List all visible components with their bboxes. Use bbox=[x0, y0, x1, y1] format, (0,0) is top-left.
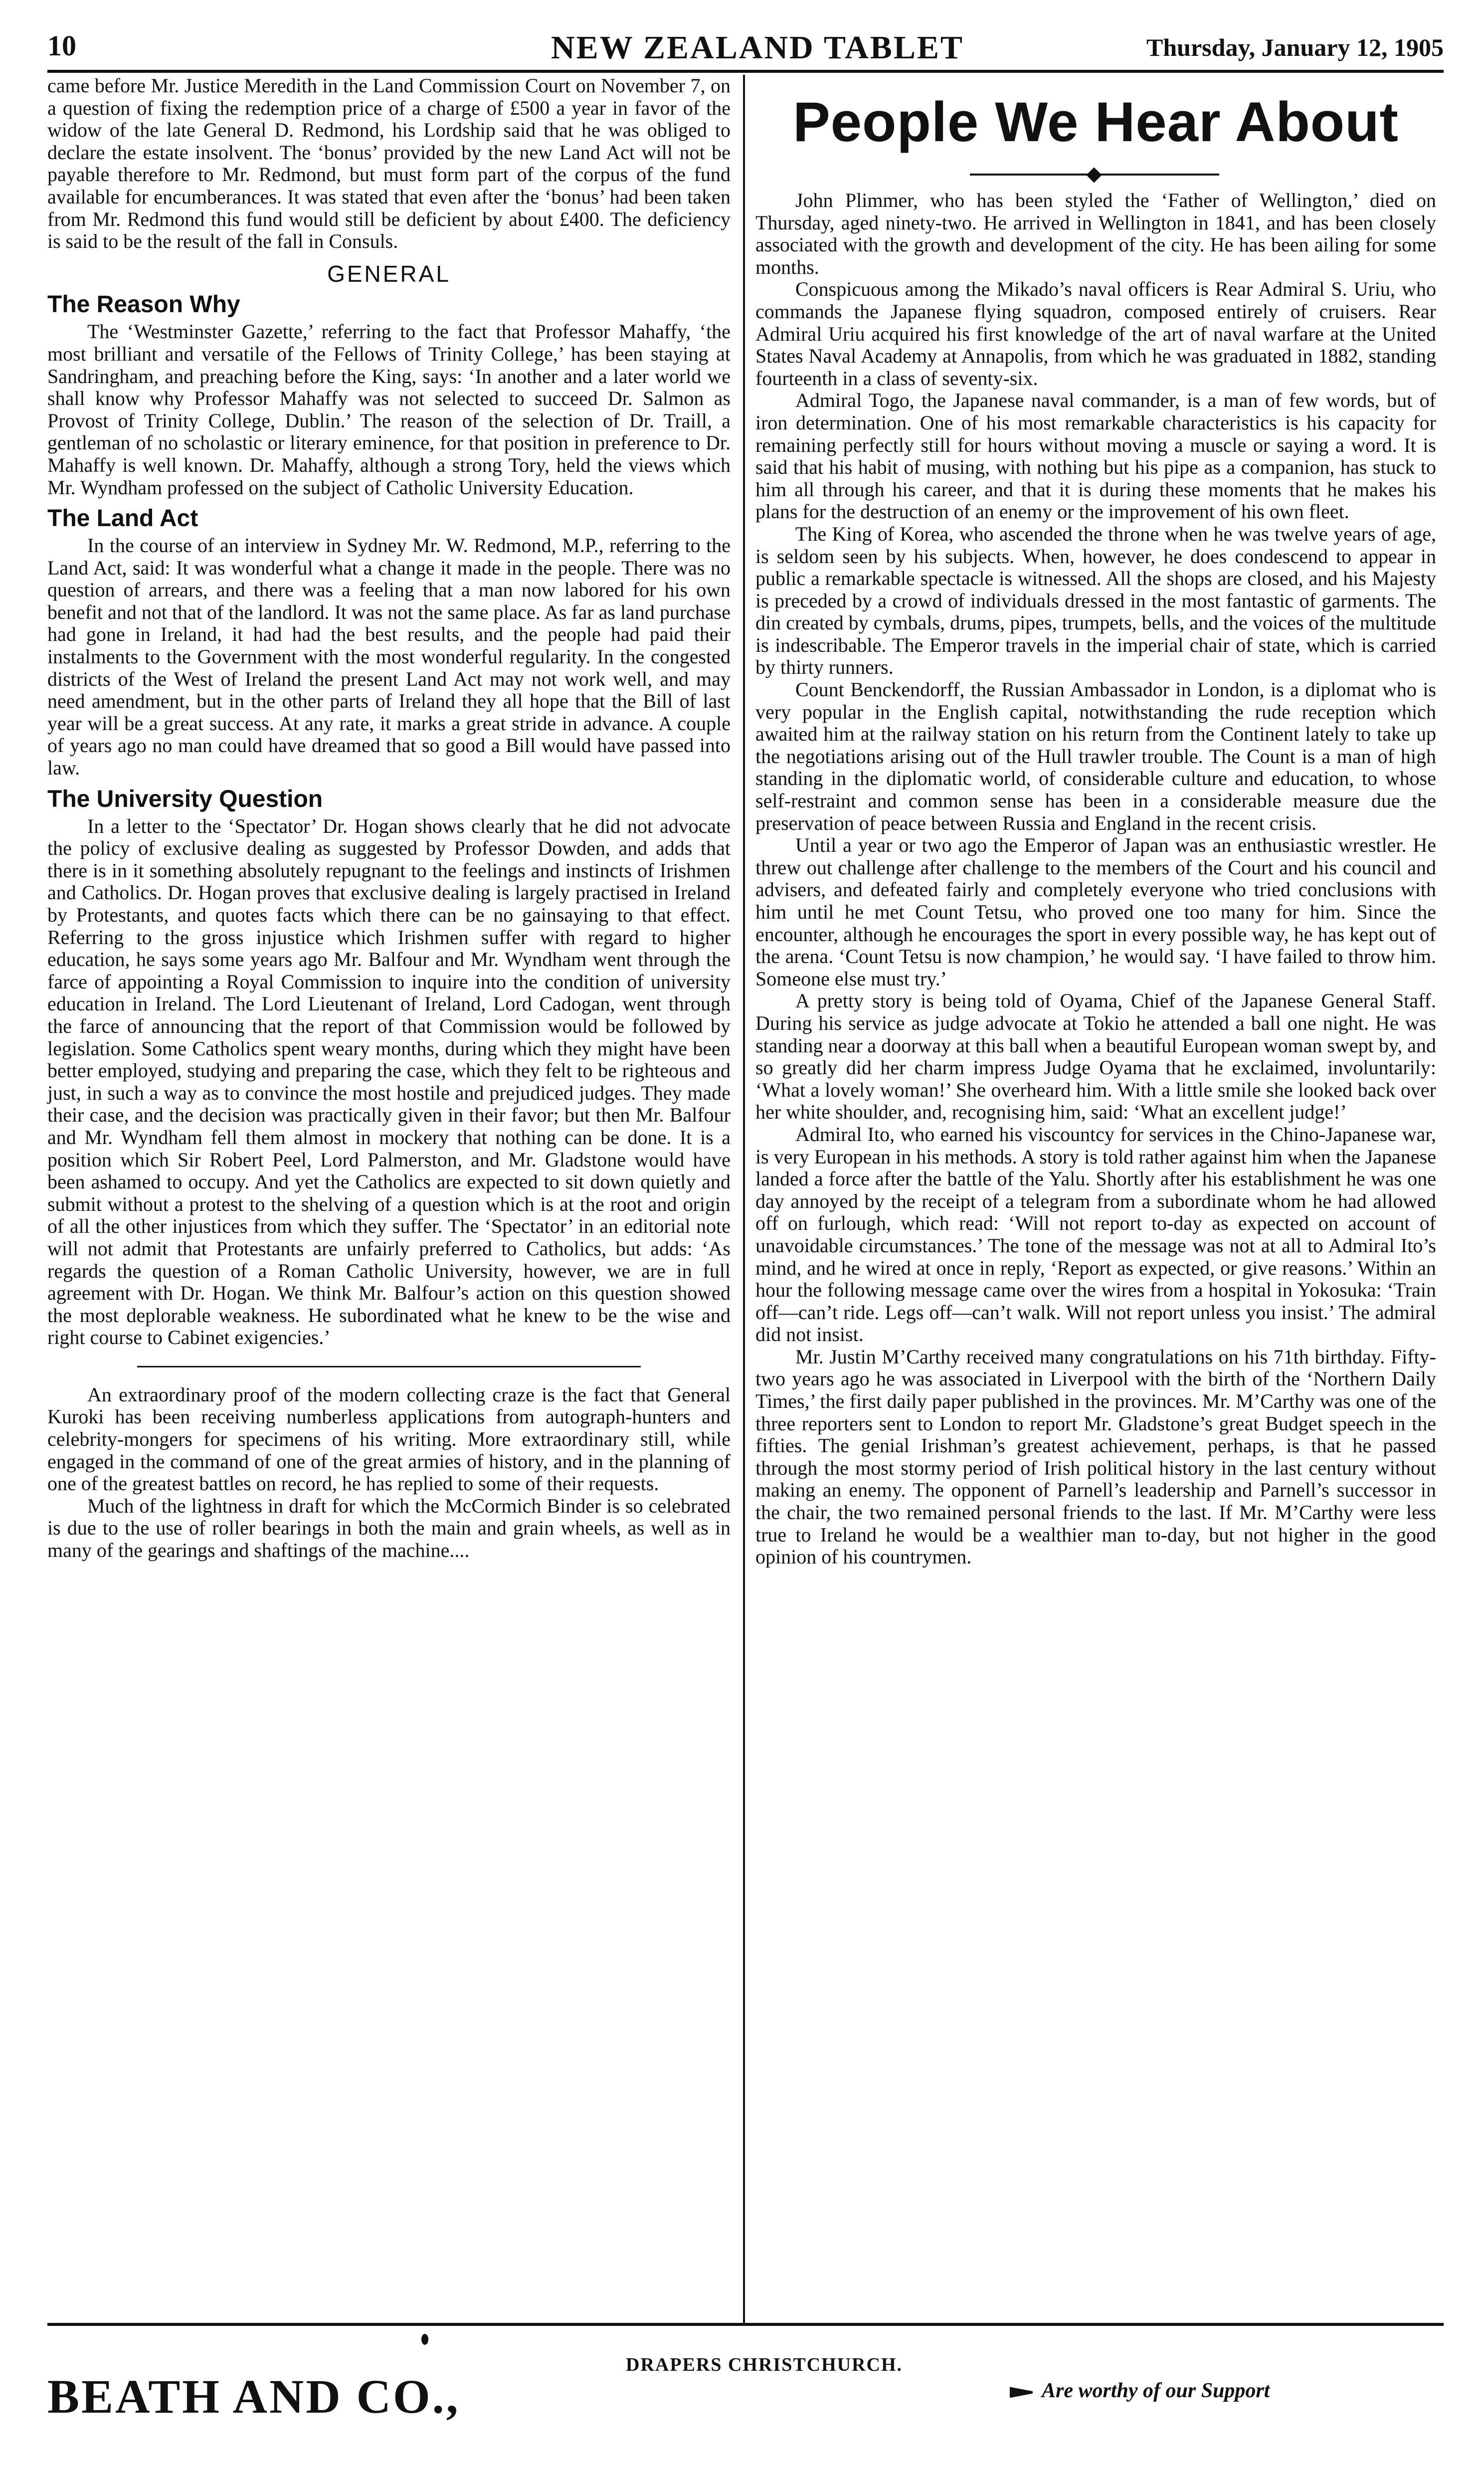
article-paragraph: Admiral Ito, who earned his viscountcy for services in the Chino-Japanese war, is very European in his methods. A story is told rather against him when the Japanese landed a force after the battle of the Yalu. Shortly after his establishment he was one day annoyed by the receipt of a telegram from a subordinate whom he had allowed off on furlough, which read: ‘Will not report to-day as expected on account of unavoidable circumstances.’ The tone of the message was not at all to Admiral Ito’s mind, and he wired at once in reply, ‘Report as expected, or give reasons.’ Within an hour the following message came over the wires from a hospital in Yokosuka: ‘Train off—can’t ride. Legs off—can’t walk. Will not report unless you insist.’ The admiral did not insist. bbox=[755, 1123, 1436, 1346]
section-separator bbox=[47, 1349, 731, 1384]
article-paragraph: The King of Korea, who ascended the throne when he was twelve years of age, is seldom seen by his subjects. When, however, he does condescend to appear in public a remarkable spectacle is witnessed. All the shops are closed, and his Majesty is preceded by a crowd of individuals dressed in the most fantastic of garments. The din created by cymbals, drums, pipes, trumpets, bells, and the voices of the multitude is indescribable. The Emperor travels in the imperial chair of state, which is carried by thirty runners. bbox=[755, 522, 1436, 679]
article-paragraph: came before Mr. Justice Meredith in the Land Commission Court on November 7, on a question of fixing the redemption price of a charge of £500 a year in favor of the widow of the late General D. Redmond, his Lordship said that he was obliged to declare the estate insolvent. The ‘bonus’ provided by the new Land Act will not be payable therefore to Mr. Redmond, but must form part of the corpus of the fund available for encumberances. It was stated that even after the ‘bonus’ had been taken from Mr. Redmond this fund would still be deficient by about £400. The deficiency is said to be the result of the fall in Consuls. bbox=[47, 74, 731, 253]
advertiser-name: BEATH AND CO., bbox=[47, 2370, 460, 2423]
column-title: People We Hear About bbox=[793, 91, 1399, 153]
advertiser-slogan-wrap bbox=[1010, 2379, 1270, 2403]
article-paragraph: Mr. Justin M’Carthy received many congratulations on his 71th birthday. Fifty-two years ago he was associated in Liverpool with the birth of the ‘Northern Daily Times,’ the first daily paper published in the provinces. Mr. M’Carthy was one of the three reporters sent to London to report Mr. Gladstone’s great Budget speech in the fifties. The genial Irishman’s greatest achievement, perhaps, is that he passed through the most stormy period of Irish political history in the last century without making an enemy. The opponent of Parnell’s leadership and Parnell’s successor in the chair, the two remained personal friends to the last. If Mr. M’Carthy were less true to Ireland he would be a wealthier man to-day, but not higher in the good opinion of his countrymen. bbox=[755, 1345, 1436, 1568]
article-heading-reason-why: The Reason Why bbox=[47, 291, 240, 318]
article-paragraph: In the course of an interview in Sydney Mr. W. Redmond, M.P., referring to the Land Act, said: It was wonderful what a change it made in the people. There was no question of arrears, and there was a feeling that a man now labored for his own benefit and not that of the landlord. It was not the same place. As far as land purchase had gone in Ireland, it had had the best results, and the people had paid their instalments to the Government with the most wonderful regularity. In the congested districts of the West of Ireland the present Land Act may not work well, and may need amendment, but in the other parts of Ireland they all hope that the Bill of last year will be a great success. At any rate, it marks a great stride in advance. A couple of years ago no man could have dreamed that so good a Bill would have passed into law. bbox=[47, 534, 731, 779]
article-paragraph: Until a year or two ago the Emperor of Japan was an enthusiastic wrestler. He threw out challenge after challenge to the members of the Court and his council and advisers, and defeated fairly and completely everyone who tried conclusions with him until he met Count Tetsu, who proved one too many for him. Since the encounter, although he encourages the sport in every possible way, he has kept out of the arena. ‘Count Tetsu is now champion,’ he would say. ‘I have failed to throw him. Someone else must try.’ bbox=[755, 834, 1436, 990]
page-header bbox=[47, 29, 1444, 71]
page-number: 10 bbox=[47, 29, 76, 62]
article-paragraph: An extraordinary proof of the modern collecting craze is the fact that General Kuroki has been receiving numberless applications from autograph-hunters and celebrity-mongers for specimens of his writing. More extraordinary still, while engaged in the command of one of the great armies of history, and in the planning of one of the greatest battles on record, he has replied to some of their requests. bbox=[47, 1383, 731, 1495]
article-paragraph: In a letter to the ‘Spectator’ Dr. Hogan shows clearly that he did not advocate the policy of exclusive dealing as suggested by Professor Dowden, and adds that there is in it something absolutely repugnant to the feelings and instincts of Irishmen and Catholics. Dr. Hogan proves that exclusive dealing is largely practised in Ireland by Protestants, and quotes facts which there can be no gainsaying to that effect. Referring to the gross injustice which Irishmen suffer with regard to higher education, he says some years ago Mr. Balfour and Mr. Wyndham went through the farce of appointing a Royal Commission to inquire into the condition of university education in Ireland. The Lord Lieutenant of Ireland, Lord Cadogan, went through the farce of announcing that the report of that Commission would be followed by legislation. Some Catholics spent weary months, during which they might have been better employed, studying and preparing the case, which they felt to be righteous and just, in such a way as to convince the most hostile and prejudiced judges. They made their case, and the decision was practically given in their favor; but then Mr. Balfour and Mr. Wyndham fell them almost in mockery that nothing can be done. It is a position which Sir Robert Peel, Lord Palmerston, and Mr. Gladstone would have been ashamed to occupy. And yet the Catholics are expected to sit down quietly and submit without a protest to the shelving of a question which is at the root and origin of all the other injustices from which they suffer. The ‘Spectator’ in an editorial note will not admit that Protestants are unfairly preferred to Catholics, but adds: ‘As regards the question of a Roman Catholic University, however, we are in full agreement with Dr. Hogan. We think Mr. Balfour’s action on this question showed the most deplorable weakness. He subordinated what he knew to be the wise and right course to Cabinet exigencies.’ bbox=[47, 814, 731, 1349]
article-paragraph: Conspicuous among the Mikado’s naval officers is Rear Admiral S. Uriu, who commands the Japanese flying squadron, composed entirely of cruisers. Rear Admiral Uriu acquired his first knowledge of the art of naval warfare at the United States Naval Academy at Annapolis, from which he was graduated in 1882, standing fourteenth in a class of seventy-six. bbox=[755, 278, 1436, 389]
article-heading-university-question: The University Question bbox=[47, 785, 323, 812]
article-paragraph: The ‘Westminster Gazette,’ referring to the fact that Professor Mahaffy, ‘the most brilliant and versatile of the Fellows of Trinity College,’ has been staying at Sandringham, and preaching before the King, says: ‘In another and a later world we shall know why Professor Mahaffy was not selected to succeed Dr. Salmon as Provost of Trinity College, Dublin.’ The reason of the selection of Dr. Traill, a gentleman of no scholastic or literary eminence, for that position in preference to Dr. Mahaffy is well known. Dr. Mahaffy, although a strong Tory, held the views which Mr. Wyndham professed on the subject of Catholic University Education. bbox=[47, 320, 731, 499]
header-rule bbox=[47, 70, 1444, 73]
advertiser-slogan: Are worthy of our Support bbox=[1042, 2379, 1270, 2402]
article-paragraph: A pretty story is being told of Oyama, Chief of the Japanese General Staff. During his service as judge advocate at Tokio he attended a ball one night. He was standing near a doorway at this ball when a beautiful European woman swept by, and so greatly did her charm impress Judge Oyama that he exclaimed, involuntarily: ‘What a lovely woman!’ She overheard him. With a little smile she looked back over her white shoulder, and, recognising him, said: ‘What an excellent judge!’ bbox=[755, 989, 1436, 1124]
article-heading-land-act: The Land Act bbox=[47, 505, 198, 532]
advertiser-trade: DRAPERS CHRISTCHURCH. bbox=[626, 2354, 903, 2375]
ornament-dot bbox=[421, 2334, 428, 2345]
section-heading-general: GENERAL bbox=[327, 260, 451, 287]
title-ornament bbox=[755, 160, 1436, 190]
pointing-hand-icon bbox=[1010, 2387, 1033, 2398]
article-paragraph: Much of the lightness in draft for which the McCormich Binder is so celebrated is due to the use of roller bearings in both the main and grain wheels, as well as in many of the gearings and shaftings of the machine.... bbox=[47, 1494, 731, 1562]
issue-date: Thursday, January 12, 1905 bbox=[1146, 33, 1444, 61]
left-column bbox=[47, 75, 731, 1562]
article-paragraph: John Plimmer, who has been styled the ‘Father of Wellington,’ died on Thursday, aged ninety-two. He arrived in Wellington in 1841, and has been closely associated with the growth and development of the city. He has been ailing for some months. bbox=[755, 189, 1436, 278]
newspaper-title: NEW ZEALAND TABLET bbox=[551, 29, 964, 66]
advertisement-banner bbox=[47, 2334, 1444, 2434]
right-column bbox=[755, 85, 1436, 1568]
article-paragraph: Count Benckendorff, the Russian Ambassador in London, is a diplomat who is very popular in the English capital, notwithstanding the rude reception which awaited him at the railway station on his return from the Continent lately to take up the negotiations arising out of the Hull trawler trouble. The Count is a man of high standing in the diplomatic world, of considerable culture and education, to whose self-restraint and common sense has been in a considerable measure due the preservation of peace between Russia and England in the recent crisis. bbox=[755, 678, 1436, 834]
article-paragraph: Admiral Togo, the Japanese naval commander, is a man of few words, but of iron determination. One of his most remarkable characteristics is his capacity for remaining perfectly still for hours without moving a muscle or saying a word. It is said that his habit of musing, with nothing but his pipe as a companion, has stuck to him all through his career, and that it is during these moments that he makes his plans for the destruction of an enemy or the improvement of his own fleet. bbox=[755, 389, 1436, 523]
column-divider bbox=[743, 75, 745, 2324]
footer-rule bbox=[47, 2323, 1444, 2326]
